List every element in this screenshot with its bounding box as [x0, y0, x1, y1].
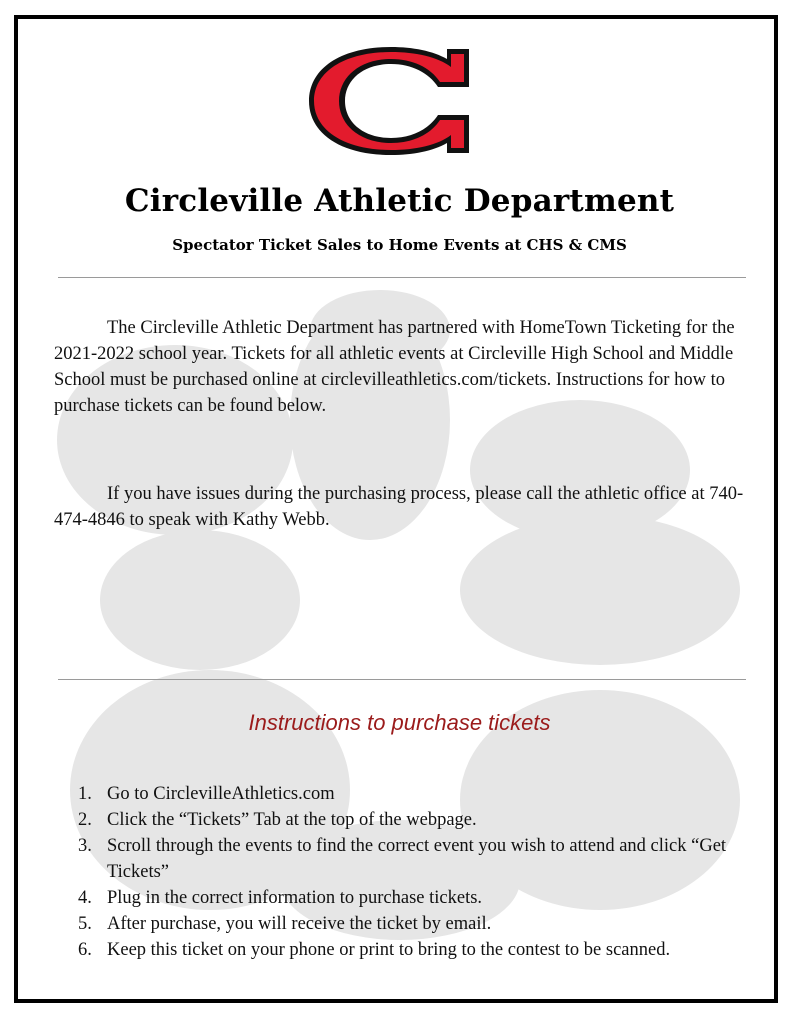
list-number: 3.	[78, 836, 92, 856]
list-text: Go to CirclevilleAthletics.com	[107, 784, 335, 804]
list-text: After purchase, you will receive the ticket by email.	[107, 914, 492, 934]
list-text: Scroll through the events to find the correct event you wish to attend and click “Get Tickets”	[107, 836, 727, 882]
page-subtitle: Spectator Ticket Sales to Home Events at CHS & CMS	[172, 236, 627, 254]
instructions-heading: Instructions to purchase tickets	[248, 710, 551, 735]
divider	[58, 679, 746, 680]
list-number: 6.	[78, 940, 92, 960]
list-item	[78, 833, 758, 885]
list-item	[78, 807, 758, 833]
divider	[58, 277, 746, 278]
list-number: 4.	[78, 888, 92, 908]
instruction-list	[78, 781, 758, 963]
intro-paragraph: The Circleville Athletic Department has partnered with HomeTown Ticketing for the 2021-2022 school year. Tickets for all athletic events at Circleville High School and Middle School must be purchased online at circlevilleathletics.com/tickets. Instructions for how to purchase tickets can be found below.	[54, 318, 735, 416]
list-number: 2.	[78, 810, 92, 830]
list-text: Plug in the correct information to purchase tickets.	[107, 888, 483, 908]
contact-paragraph: If you have issues during the purchasing process, please call the athletic office at 740-474-4846 to speak with Kathy Webb.	[54, 484, 744, 530]
circleville-c-logo	[305, 45, 475, 157]
list-item	[78, 885, 758, 911]
list-item	[78, 911, 758, 937]
list-number: 5.	[78, 914, 92, 934]
list-item	[78, 937, 758, 963]
list-item	[78, 781, 758, 807]
list-number: 1.	[78, 784, 92, 804]
list-text: Click the “Tickets” Tab at the top of the webpage.	[107, 810, 477, 830]
page-title: Circleville Athletic Department	[124, 183, 675, 219]
list-text: Keep this ticket on your phone or print to bring to the contest to be scanned.	[107, 940, 671, 960]
